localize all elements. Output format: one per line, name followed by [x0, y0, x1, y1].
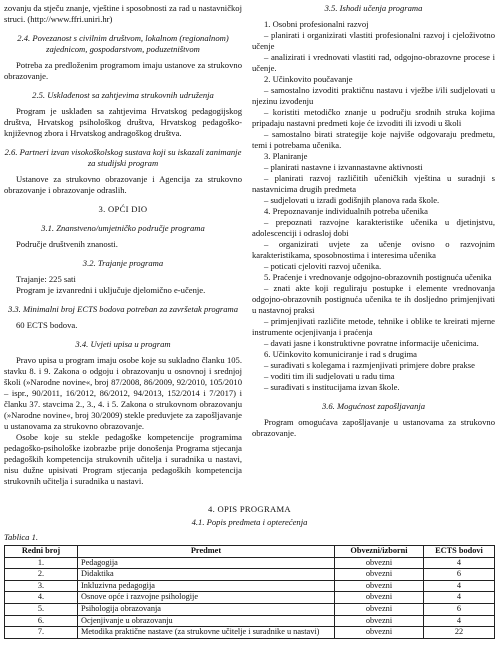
- cell-type: obvezni: [335, 580, 424, 592]
- outcome-item: – planirati razvoj različitih učeničkih vještina u suradnji s nastavnicima drugih predmeta: [252, 173, 495, 194]
- cell-type: obvezni: [335, 592, 424, 604]
- section-2-5-text: Program je usklađen sa zahtjevima Hrvatskog pedagogijskog društva, Hrvatskog psihološkog društva, Hrvatskog pedagoško-književnog zbora i Hrvatskog andragoškog društva.: [4, 106, 242, 138]
- section-4-title: 4. OPIS PROGRAMA: [208, 504, 291, 514]
- table-row: [5, 592, 495, 604]
- outcome-item: – sudjelovati u izradi godišnjih planova rada škole.: [264, 195, 440, 205]
- learning-outcomes-list: [252, 19, 495, 393]
- section-3-2-duration: Trajanje: 225 sati: [16, 274, 76, 284]
- header-ects: ECTS bodovi: [424, 546, 495, 558]
- section-3-3-text: 60 ECTS bodova.: [16, 320, 78, 330]
- cell-ects: 4: [424, 580, 495, 592]
- outcome-item: – samostalno birati strategije koje najviše odgovaraju predmetu, temi i potrebama učenika.: [252, 129, 495, 150]
- cell-ordinal: 2.: [5, 569, 78, 581]
- header-type: Obvezni/izborni: [335, 546, 424, 558]
- cell-type: obvezni: [335, 627, 424, 639]
- section-3-1-text: Područje društvenih znanosti.: [16, 239, 118, 249]
- section-3-4-title: 3.4. Uvjeti upisa u program: [75, 339, 171, 349]
- header-course: Predmet: [78, 546, 335, 558]
- outcome-item: – surađivati s kolegama i razmjenjivati primjere dobre prakse: [264, 360, 475, 370]
- intro-paragraph: zovanju da stječu znanje, vještine i sposobnosti za rad u nastavničkoj struci. (http://www.ffri.uniri.hr): [4, 3, 242, 24]
- section-3-title: 3. OPĆI DIO: [98, 204, 148, 214]
- cell-type: obvezni: [335, 604, 424, 616]
- section-3-3-title: 3.3. Minimalni broj ECTS bodova potreban za završetak programa: [7, 304, 239, 314]
- cell-course: Osnove opće i razvojne psihologije: [78, 592, 335, 604]
- outcome-heading: 5. Praćenje i vrednovanje odgojno-obrazovnih postignuća učenika: [264, 272, 492, 282]
- header-ordinal: Redni broj: [5, 546, 78, 558]
- cell-course: Psihologija obrazovanja: [78, 604, 335, 616]
- section-2-6-title: 2.6. Partneri izvan visokoškolskog sustava koji su iskazali zanimanje za studijski program: [4, 147, 242, 168]
- program-description: [4, 498, 495, 639]
- outcome-item: – primjenjivati različite metode, tehnike i oblike te kreirati mjerne instrumente ocjenjivanja i praćenja: [252, 316, 495, 337]
- cell-ordinal: 6.: [5, 615, 78, 627]
- outcome-heading: 3. Planiranje: [264, 151, 308, 161]
- section-3-1-title: 3.1. Znanstveno/umjetničko područje programa: [41, 223, 205, 233]
- cell-ordinal: 5.: [5, 604, 78, 616]
- cell-ects: 4: [424, 615, 495, 627]
- outcome-heading: 6. Učinkovito komuniciranje i rad s drugima: [264, 349, 417, 359]
- table-row: [5, 569, 495, 581]
- cell-course: Ocjenjivanje u obrazovanju: [78, 615, 335, 627]
- cell-ordinal: 7.: [5, 627, 78, 639]
- section-3-5-title: 3.5. Ishodi učenja programa: [324, 3, 423, 13]
- cell-course: Didaktika: [78, 569, 335, 581]
- outcome-item: – voditi tim ili sudjelovati u radu tima: [264, 371, 395, 381]
- outcome-item: – surađivati s institucijama izvan škole.: [264, 382, 400, 392]
- section-2-4-title: 2.4. Povezanost s civilnim društvom, lokalnom (regionalnom) zajednicom, gospodarstvom, poduzetništvom: [17, 33, 229, 54]
- table-row: [5, 580, 495, 592]
- left-column: [4, 3, 242, 487]
- table-caption: Tablica 1.: [4, 532, 39, 542]
- outcome-item: – analizirati i vrednovati vlastiti rad, odgojno-obrazovne procese i učenje.: [252, 52, 495, 73]
- cell-ordinal: 1.: [5, 557, 78, 569]
- outcome-heading: 1. Osobni profesionalni razvoj: [264, 19, 369, 29]
- course-table-body: [5, 557, 495, 638]
- section-2-5-title: 2.5. Usklađenost sa zahtjevima strukovnih udruženja: [32, 90, 214, 100]
- outcome-item: – prepoznati razvojne karakteristike učenika u djetinjstvu, adolescenciji i odrasloj dobi: [252, 217, 495, 238]
- outcome-item: – davati jasne i konstruktivne povratne informacije učenicima.: [264, 338, 479, 348]
- outcome-heading: 4. Prepoznavanje individualnih potreba učenika: [264, 206, 428, 216]
- section-4-1-title: 4.1. Popis predmeta i opterećenja: [191, 517, 308, 527]
- outcome-item: – znati akte koji reguliraju postupke i elemente vrednovanja odgojno-obrazovnih postignuća učenika te ih dosljedno primjenjivati u nastavnoj praksi: [252, 283, 495, 315]
- cell-type: obvezni: [335, 557, 424, 569]
- cell-course: Metodika praktične nastave (za strukovne učitelje i suradnike u nastavi): [78, 627, 335, 639]
- cell-ects: 4: [424, 557, 495, 569]
- section-3-6-text: Program omogućava zapošljavanje u ustanovama za strukovno obrazovanje.: [252, 417, 495, 438]
- table-row: [5, 557, 495, 569]
- section-2-4-text: Potreba za predloženim programom imaju ustanove za strukovno obrazovanje.: [4, 60, 242, 81]
- cell-type: obvezni: [335, 569, 424, 581]
- section-2-6-text: Ustanove za strukovno obrazovanje i Agencija za strukovno obrazovanje i obrazovanje odraslih.: [4, 174, 242, 195]
- cell-ordinal: 3.: [5, 580, 78, 592]
- cell-course: Pedagogija: [78, 557, 335, 569]
- table-row: [5, 604, 495, 616]
- right-column: [252, 3, 495, 487]
- cell-ects: 22: [424, 627, 495, 639]
- table-row: [5, 615, 495, 627]
- table-row: [5, 627, 495, 639]
- outcome-item: – poticati cjeloviti razvoj učenika.: [264, 261, 382, 271]
- section-3-4-paragraph-1: Pravo upisa u program imaju osobe koje su sukladno članku 105. stavku 8. i 9. Zakona o odgoju i obrazovanju u osnovnoj i srednjoj školi (»Narodne novine«, broj 87/2008, 86/2009, 92/2010, 105/2010 – ispr., 90/2011, 16/2012, 86/2012, 94/2013, 152/2014 i 7/2017) i članku 37. stavcima 2., 3., 4. i 5. Zakona o strukovnom obrazovanju (»Narodne novine«, broj 30/2009) stekle preduvjete za zapošljavanje u ustanovama za strukovno obrazovanje.: [4, 355, 242, 431]
- section-3-4-paragraph-2: Osobe koje su stekle pedagoške kompetencije programima pedagoško-psihološke izobrazbe prije donošenja Programa stjecanja pedagoških kompetencija strukovnih učitelja i suradnika u nastavi, nisu dužne upisivati Program stjecanja pedagoških kompetencija strukovnih učitelja i suradnika u nastavi.: [4, 432, 242, 486]
- outcome-item: – planirati i organizirati vlastiti profesionalni razvoj i cjeloživotno učenje: [252, 30, 495, 51]
- section-3-2-title: 3.2. Trajanje programa: [82, 258, 164, 268]
- outcome-item: – koristiti metodičko znanje u području srodnih struka kojima pripadaju nastavni predmeti koje će izvoditi ili izvodi u školi: [252, 107, 495, 128]
- section-3-2-text: Program je izvanredni i uključuje djelomično e-učenje.: [16, 285, 206, 295]
- outcome-item: – organizirati uvjete za učenje ovisno o razvojnim karakteristikama, sposobnostima i interesima učenika: [252, 239, 495, 260]
- outcome-item: – samostalno izvoditi praktičnu nastavu i vježbe i/ili sudjelovati u njezinu izvođenju: [252, 85, 495, 106]
- outcome-heading: 2. Učinkovito poučavanje: [264, 74, 353, 84]
- cell-ects: 6: [424, 604, 495, 616]
- cell-ects: 4: [424, 592, 495, 604]
- cell-ordinal: 4.: [5, 592, 78, 604]
- section-3-6-title: 3.6. Mogućnost zapošljavanja: [321, 401, 426, 411]
- outcome-item: – planirati nastavne i izvannastavne aktivnosti: [264, 162, 423, 172]
- table-header-row: [5, 546, 495, 558]
- cell-ects: 6: [424, 569, 495, 581]
- cell-course: Inkluzivna pedagogija: [78, 580, 335, 592]
- cell-type: obvezni: [335, 615, 424, 627]
- two-column-body: [4, 3, 495, 487]
- course-table: [4, 545, 495, 639]
